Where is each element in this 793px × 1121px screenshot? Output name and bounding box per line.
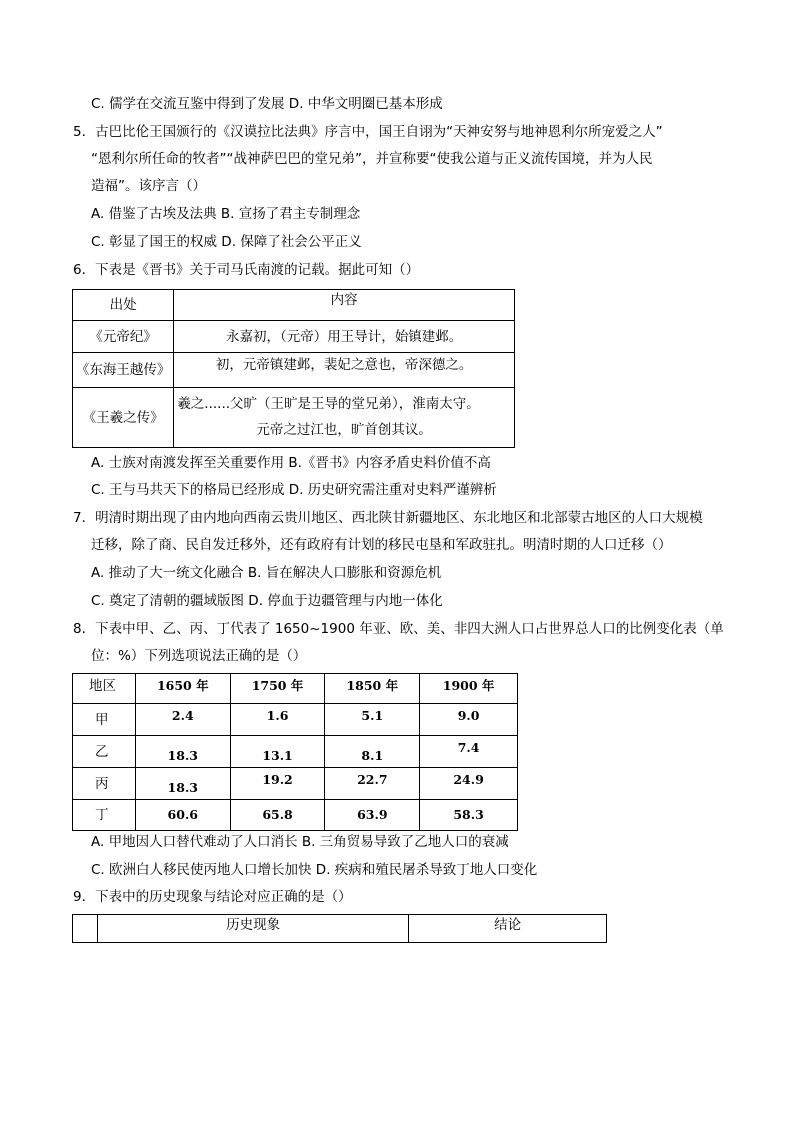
region-cell: 乙	[73, 736, 136, 768]
region-cell: 丁	[73, 800, 136, 831]
value-cell: 63.9	[325, 800, 420, 831]
table-row	[73, 736, 518, 768]
value-cell: 19.2	[230, 768, 325, 800]
table-row	[73, 321, 515, 353]
source-cell: 《元帝纪》	[73, 321, 174, 353]
content-line-2: 元帝之过江也，旷首创其议。	[256, 422, 432, 438]
q5-stem-line-2: “恩利尔所任命的牧者”“战神萨巴巴的堂兄弟”，并宣称要“使我公道与正义流传国境，并为人民	[91, 151, 653, 167]
value-cell: 2.4	[135, 704, 230, 736]
value-cell: 65.8	[230, 800, 325, 831]
q6-options-cd: C. 王与马共天下的格局已经形成 D. 历史研究需注重对史料严谨辨析	[91, 482, 497, 498]
content-cell: 初，元帝镇建邺，裴妃之意也，帝深德之。	[174, 353, 515, 388]
table-row	[73, 704, 518, 736]
q5-options-ab: A. 借鉴了古埃及法典 B. 宣扬了君主专制理念	[91, 206, 361, 222]
value-cell: 7.4	[420, 736, 518, 768]
q5-stem-line-3: 造福”。该序言（）	[91, 178, 206, 194]
value-cell: 1.6	[230, 704, 325, 736]
q6-options-ab: A. 士族对南渡发挥至关重要作用 B.《晋书》内容矛盾史料价值不高	[91, 455, 491, 471]
q7-stem-line-1: 7．明清时期出现了由内地向西南云贵川地区、西北陕甘新疆地区、东北地区和北部蒙古地区的人口大规模	[73, 510, 703, 526]
value-cell: 18.3	[135, 736, 230, 768]
value-cell: 5.1	[325, 704, 420, 736]
header-year: 1900 年	[420, 674, 518, 704]
header-conclusion: 结论	[409, 915, 607, 943]
value-cell: 9.0	[420, 704, 518, 736]
table-row	[73, 388, 515, 448]
header-source: 出处	[73, 290, 174, 321]
q5-options-cd: C. 彰显了国王的权威 D. 保障了社会公平正义	[91, 234, 362, 250]
source-cell: 《王羲之传》	[73, 388, 174, 448]
value-cell: 60.6	[135, 800, 230, 831]
table-header-row	[73, 290, 515, 321]
q8-options-ab: A. 甲地因人口替代难动了人口消长 B. 三角贸易导致了乙地人口的衰减	[91, 834, 509, 850]
region-cell: 甲	[73, 704, 136, 736]
source-cell: 《东海王越传》	[73, 353, 174, 388]
value-cell: 24.9	[420, 768, 518, 800]
header-region: 地区	[73, 674, 136, 704]
q7-options-cd: C. 奠定了清朝的疆域版图 D. 停血于边疆管理与内地一体化	[91, 593, 443, 609]
q8-population-table	[72, 673, 518, 831]
header-index	[73, 915, 98, 943]
q5-stem-line-1: 5．古巴比伦王国颁行的《汉谟拉比法典》序言中，国王自诩为“天神安努与地神恩利尔所宠爱之人”	[73, 124, 663, 140]
table-row	[73, 800, 518, 831]
table-header-row	[73, 915, 607, 943]
content-cell: 永嘉初，（元帝）用王导计，始镇建邺。	[174, 321, 515, 353]
q6-stem: 6．下表是《晋书》关于司马氏南渡的记载。据此可知（）	[73, 262, 420, 278]
q9-table	[72, 914, 607, 943]
q7-stem-line-2: 迁移，除了商、民自发迁移外，还有政府有计划的移民屯垦和军政驻扎。明清时期的人口迁移（）	[91, 537, 672, 553]
header-year: 1850 年	[325, 674, 420, 704]
value-cell: 8.1	[325, 736, 420, 768]
q9-stem: 9．下表中的历史现象与结论对应正确的是（）	[73, 889, 352, 905]
table-header-row	[73, 674, 518, 704]
header-content: 内容	[174, 290, 515, 321]
value-cell: 18.3	[135, 768, 230, 800]
region-cell: 丙	[73, 768, 136, 800]
header-year: 1750 年	[230, 674, 325, 704]
header-year: 1650 年	[135, 674, 230, 704]
content-line-1: 羲之......父旷（王旷是王导的堂兄弟），淮南太守。	[177, 396, 480, 412]
header-phenomenon: 历史现象	[97, 915, 408, 943]
q8-stem-line-2: 位：%）下列选项说法正确的是（）	[91, 648, 307, 664]
q6-source-table	[72, 289, 515, 448]
q8-options-cd: C. 欧洲白人移民使丙地人口增长加快 D. 疾病和殖民屠杀导致丁地人口变化	[91, 862, 538, 878]
value-cell: 22.7	[325, 768, 420, 800]
value-cell: 13.1	[230, 736, 325, 768]
value-cell: 58.3	[420, 800, 518, 831]
q8-stem-line-1: 8．下表中甲、乙、丙、丁代表了 1650~1900 年亚、欧、美、非四大洲人口占世界总人口的比例变化表（单	[73, 621, 724, 637]
table-row	[73, 353, 515, 388]
q7-options-ab: A. 推动了大一统文化融合 B. 旨在解决人口膨胀和资源危机	[91, 565, 442, 581]
q4-options-cd: C. 儒学在交流互鉴中得到了发展 D. 中华文明圈已基本形成	[91, 96, 443, 112]
table-row	[73, 768, 518, 800]
content-cell	[174, 388, 515, 448]
